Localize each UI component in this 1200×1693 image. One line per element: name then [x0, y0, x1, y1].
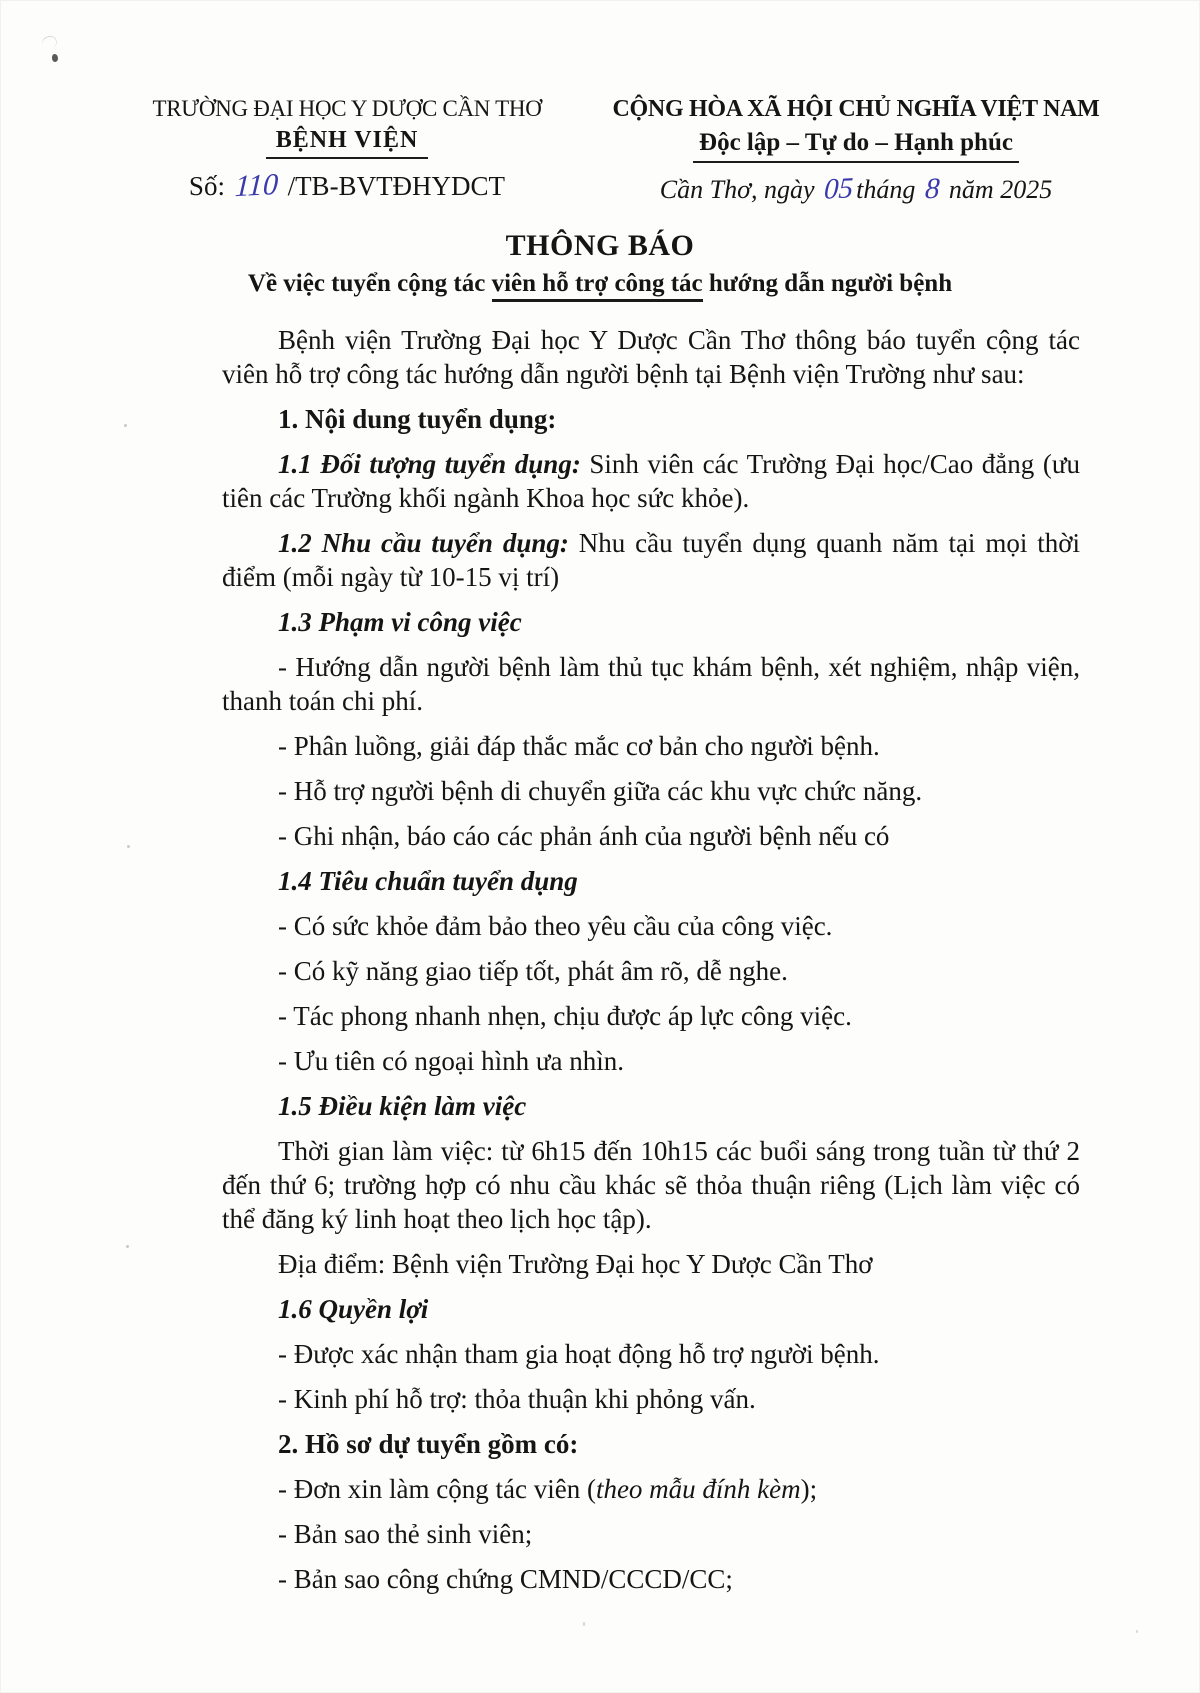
section-1-5-heading: 1.5 Điều kiện làm việc: [278, 1091, 527, 1121]
document-subtitle: [0, 270, 1200, 298]
section-1-1-text: Sinh viên các Trường Đại học/Cao đẳng (ưu tiên các Trường khối ngành Khoa học sức khỏe).: [222, 449, 1080, 513]
section-1-5-paragraph: Thời gian làm việc: từ 6h15 đến 10h15 các buổi sáng trong tuần từ thứ 2 đến thứ 6; trường hợp có nhu cầu khác sẽ thỏa thuận riêng (Lịch làm việc có thể đăng ký linh hoạt theo lịch học tập).: [222, 1136, 1080, 1234]
document-body: [222, 323, 1080, 1596]
section-1-4-item: - Tác phong nhanh nhẹn, chịu được áp lực công việc.: [278, 1001, 852, 1031]
national-header-block: [596, 96, 1116, 205]
document-number-line: [110, 166, 584, 204]
section-1-2-text: Nhu cầu tuyển dụng quanh năm tại mọi thời điểm (mỗi ngày từ 10-15 vị trí): [222, 528, 1080, 592]
document-number-handwritten: 110: [233, 166, 279, 204]
section-2-item: - Bản sao thẻ sinh viên;: [278, 1519, 533, 1549]
date-day-handwritten: 05: [823, 172, 854, 206]
date-prefix: Cần Thơ, ngày: [659, 175, 815, 204]
section-1-4-item: - Có sức khỏe đảm bảo theo yêu cầu của công việc.: [278, 911, 833, 941]
section-1-3-heading: 1.3 Phạm vi công việc: [278, 607, 522, 637]
section-1-4-item: - Có kỹ năng giao tiếp tốt, phát âm rõ, dễ nghe.: [278, 956, 788, 986]
subtitle-post: hướng dẫn người bệnh: [702, 270, 953, 297]
section-2-item1-post: );: [800, 1474, 818, 1504]
section-1-3-item: - Ghi nhận, báo cáo các phản ánh của người bệnh nếu có: [278, 821, 890, 851]
scan-speck: [126, 1245, 129, 1248]
section-1-6-heading: 1.6 Quyền lợi: [278, 1294, 429, 1324]
document-title: THÔNG BÁO: [505, 229, 695, 262]
section-1-3-item: - Hỗ trợ người bệnh di chuyển giữa các khu vực chức năng.: [278, 776, 923, 806]
section-1-heading: 1. Nội dung tuyển dụng:: [278, 404, 557, 434]
section-1-4-heading: 1.4 Tiêu chuẩn tuyển dụng: [278, 866, 578, 896]
section-1-1-lead: 1.1 Đối tượng tuyển dụng:: [278, 449, 581, 479]
date-month-label: tháng: [856, 175, 916, 204]
scan-speck: [52, 54, 58, 62]
section-2-item: [222, 1472, 1080, 1506]
scan-speck: [1136, 1630, 1138, 1633]
national-motto: Độc lập – Tự do – Hạnh phúc: [693, 129, 1019, 163]
place-date-line: [596, 172, 1116, 206]
date-month-handwritten: 8: [924, 172, 941, 206]
section-1-6-item: - Kinh phí hỗ trợ: thỏa thuận khi phỏng vấn.: [278, 1384, 756, 1414]
section-2-item: - Bản sao công chứng CMND/CCCD/CC;: [278, 1564, 733, 1594]
national-title: CỘNG HÒA XÃ HỘI CHỦ NGHĨA VIỆT NAM: [612, 96, 1100, 122]
section-1-5-location: Địa điểm: Bệnh viện Trường Đại học Y Dược Cần Thơ: [278, 1249, 873, 1279]
org-parent-name: TRƯỜNG ĐẠI HỌC Y DƯỢC CẦN THƠ: [152, 96, 542, 121]
document-number-suffix: /TB-BVTĐHYDCT: [287, 171, 506, 201]
document-header: [0, 0, 1200, 205]
section-1-3-item: - Phân luồng, giải đáp thắc mắc cơ bản cho người bệnh.: [278, 731, 880, 761]
section-2-item1-pre: - Đơn xin làm cộng tác viên (: [278, 1474, 596, 1504]
issuing-org-block: [110, 96, 584, 205]
section-2-heading: 2. Hồ sơ dự tuyển gồm có:: [278, 1429, 579, 1459]
document-number-label: Số:: [188, 171, 225, 201]
section-1-1: [222, 447, 1080, 515]
scan-speck: [127, 845, 130, 848]
scan-speck: [583, 1622, 585, 1626]
subtitle-pre: Về việc tuyển cộng tác: [247, 270, 492, 297]
section-1-2: [222, 526, 1080, 594]
scan-speck: [124, 424, 127, 427]
subtitle-underlined: viên hỗ trợ công tác: [492, 270, 703, 302]
date-suffix: năm 2025: [948, 175, 1053, 204]
section-1-2-lead: 1.2 Nhu cầu tuyển dụng:: [278, 528, 569, 558]
section-1-6-item: - Được xác nhận tham gia hoạt động hỗ trợ người bệnh.: [278, 1339, 880, 1369]
section-2-item1-italic: theo mẫu đính kèm: [595, 1474, 801, 1504]
intro-paragraph: Bệnh viện Trường Đại học Y Dược Cần Thơ thông báo tuyển cộng tác viên hỗ trợ công tác hướng dẫn người bệnh tại Bệnh viện Trường như sau:: [222, 325, 1080, 389]
org-unit-name: BỆNH VIỆN: [266, 127, 429, 159]
section-1-4-item: - Ưu tiên có ngoại hình ưa nhìn.: [278, 1046, 625, 1076]
section-1-3-item: - Hướng dẫn người bệnh làm thủ tục khám bệnh, xét nghiệm, nhập viện, thanh toán chi phí.: [222, 652, 1080, 716]
